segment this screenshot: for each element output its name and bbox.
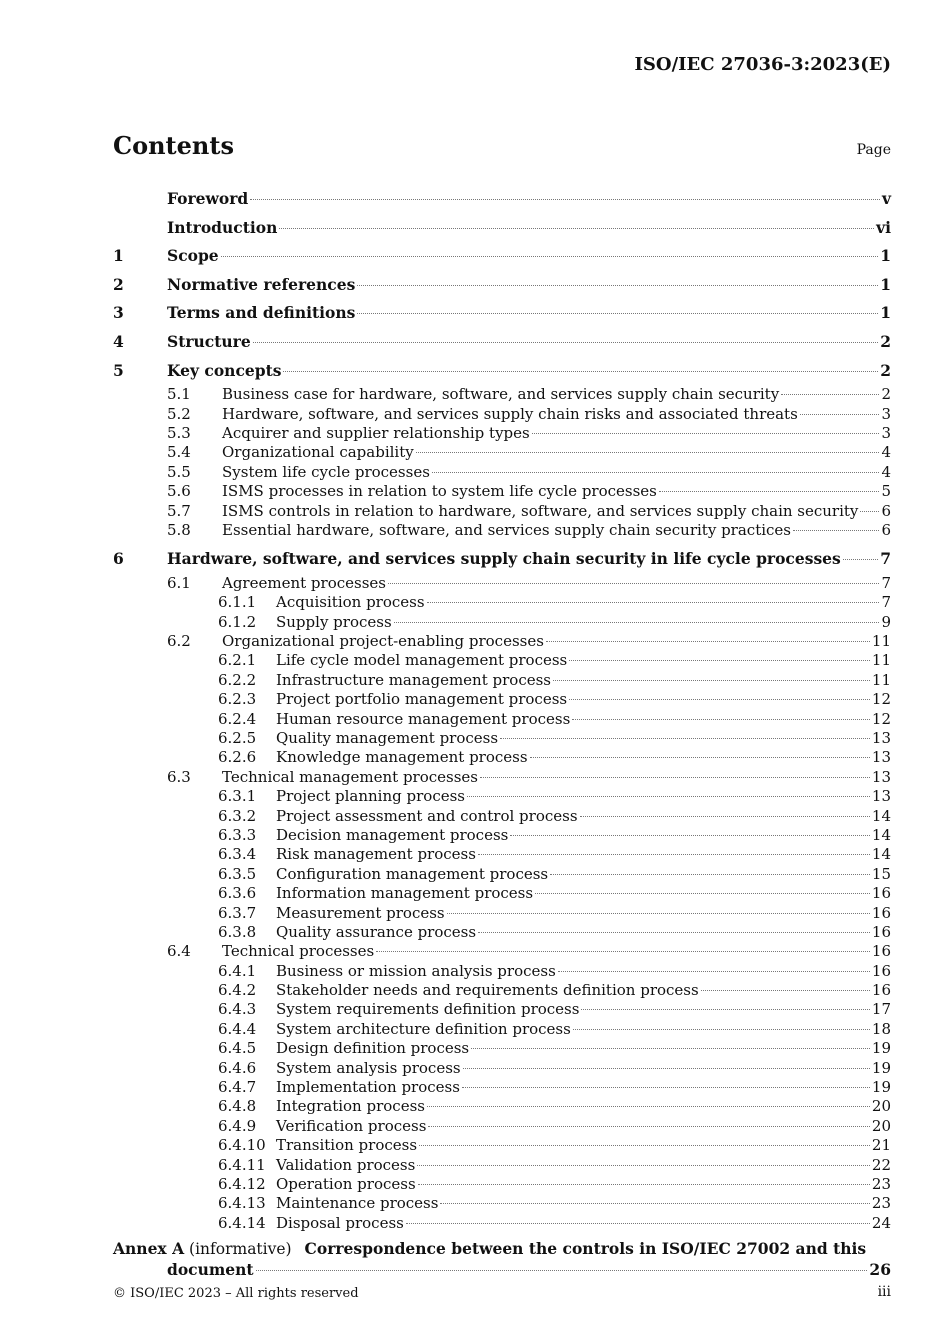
dot-leader	[357, 313, 878, 314]
toc-entry[interactable]	[113, 1097, 891, 1116]
toc-entry-title: ISMS processes in relation to system life cycle processes	[222, 482, 657, 501]
toc-entry[interactable]	[113, 214, 891, 243]
toc-entry-title: Disposal process	[276, 1213, 404, 1232]
toc-entry-number: 6.3.1	[218, 787, 257, 806]
toc-entry-page: 16	[871, 981, 891, 1000]
toc-entry-number: 6.3.6	[218, 884, 257, 903]
dot-leader	[701, 990, 870, 991]
toc-entry[interactable]	[113, 545, 891, 574]
toc-entry-page: 1	[880, 274, 891, 294]
toc-entry-number: 5.8	[167, 520, 191, 539]
dot-leader	[580, 816, 870, 817]
toc-entry-number: 5	[113, 360, 124, 380]
toc-entry-page: 18	[871, 1019, 891, 1038]
toc-entry[interactable]	[113, 357, 891, 386]
dot-leader	[530, 757, 870, 758]
toc-entry[interactable]	[113, 1078, 891, 1097]
toc-entry-number: 5.3	[167, 423, 191, 442]
dot-leader	[256, 1270, 868, 1271]
dot-leader	[418, 1184, 870, 1185]
toc-entry-title: Project assessment and control process	[276, 806, 578, 825]
toc-entry-number: 6.3.5	[218, 864, 257, 883]
dot-leader	[546, 641, 870, 642]
dot-leader	[569, 660, 870, 661]
table-of-contents	[113, 185, 891, 1279]
toc-entry[interactable]	[113, 981, 891, 1000]
toc-entry-page: 13	[871, 748, 891, 767]
annex-page-number: 26	[869, 1259, 891, 1279]
dot-leader	[467, 796, 870, 797]
toc-entry-title: Integration process	[276, 1097, 425, 1116]
toc-entry-number: 6.4	[167, 942, 191, 961]
toc-entry-number: 6	[113, 549, 124, 569]
toc-entry-page: 5	[881, 482, 891, 501]
dot-leader	[427, 602, 880, 603]
toc-entry-title: Operation process	[276, 1174, 416, 1193]
toc-entry-page: 1	[880, 303, 891, 323]
toc-entry[interactable]	[113, 613, 891, 632]
toc-entry-title: Business or mission analysis process	[276, 961, 556, 980]
toc-entry[interactable]	[113, 299, 891, 328]
toc-entry-number: 6.2.6	[218, 748, 257, 767]
toc-entry-number: 6.4.2	[218, 981, 257, 1000]
toc-entry-title: Life cycle model management process	[276, 651, 568, 670]
toc-entry-page: 12	[871, 690, 891, 709]
toc-entry-page: 3	[881, 423, 891, 442]
toc-entry[interactable]	[113, 962, 891, 981]
toc-entry[interactable]	[113, 405, 891, 424]
dot-leader	[388, 583, 879, 584]
toc-entry[interactable]	[113, 242, 891, 271]
toc-entry-page: 2	[880, 331, 891, 351]
toc-entry-title: Essential hardware, software, and services supply chain security practices	[222, 520, 791, 539]
toc-entry-page: v	[881, 189, 891, 208]
toc-entry-title: Quality management process	[276, 729, 499, 747]
toc-entry[interactable]	[113, 845, 891, 864]
toc-entry[interactable]	[113, 502, 891, 521]
dot-leader	[581, 1009, 869, 1010]
toc-entry-title: Technical management processes	[222, 767, 479, 786]
toc-entry-number: 6.2.4	[218, 709, 257, 728]
toc-entry-page: 7	[881, 593, 891, 612]
toc-entry-title: Project portfolio management process	[276, 690, 568, 709]
toc-entry[interactable]	[113, 768, 891, 787]
toc-entry[interactable]	[113, 385, 891, 404]
toc-entry-page: 4	[881, 462, 891, 481]
dot-leader	[416, 452, 880, 453]
toc-entry-page: 16	[871, 903, 891, 922]
toc-entry-title: System requirements definition process	[276, 1000, 580, 1019]
toc-entry[interactable]	[113, 904, 891, 923]
toc-entry[interactable]	[113, 1039, 891, 1058]
toc-entry-page: 21	[871, 1136, 891, 1155]
toc-entry[interactable]	[113, 1000, 891, 1019]
toc-entry-number: 5.1	[167, 385, 191, 404]
dot-leader	[357, 285, 878, 286]
toc-entry-page: 1	[880, 246, 891, 266]
toc-entry-page: 6	[881, 501, 891, 520]
dot-leader	[463, 1068, 870, 1069]
document-identifier: ISO/IEC 27036-3:2023(E)	[634, 54, 891, 75]
dot-leader	[478, 854, 870, 855]
toc-entry-title: Information management process	[276, 884, 534, 903]
toc-entry-title: Design definition process	[276, 1039, 470, 1058]
toc-entry-title: Implementation process	[276, 1078, 460, 1097]
toc-entry-page: 23	[871, 1174, 891, 1193]
dot-leader	[553, 680, 870, 681]
dot-leader	[250, 199, 880, 200]
toc-entry-number: 6.4.7	[218, 1078, 257, 1097]
toc-entry[interactable]	[113, 807, 891, 826]
footer-page-number: iii	[877, 1284, 891, 1300]
toc-entry-page: 2	[881, 385, 891, 404]
toc-entry[interactable]	[113, 185, 891, 214]
dot-leader	[376, 951, 870, 952]
dot-leader	[427, 1106, 870, 1107]
toc-entry[interactable]	[113, 671, 891, 690]
toc-entry-page: 19	[871, 1039, 891, 1058]
dot-leader	[550, 874, 870, 875]
toc-entry-page: 6	[881, 520, 891, 539]
toc-entry-number: 5.2	[167, 404, 191, 423]
toc-entry-title: Human resource management process	[276, 709, 571, 728]
dot-leader	[558, 971, 870, 972]
toc-entry[interactable]	[113, 787, 891, 806]
toc-entry-page: 16	[871, 884, 891, 903]
toc-entry-title: Terms and definitions	[167, 303, 356, 323]
toc-entry[interactable]	[113, 651, 891, 670]
annex-label: Annex A	[113, 1239, 185, 1259]
toc-entry-title: System architecture definition process	[276, 1019, 571, 1038]
toc-entry-title: Validation process	[276, 1155, 416, 1174]
dot-leader	[478, 932, 870, 933]
toc-entry-number: 6.4.5	[218, 1039, 257, 1058]
toc-entry-page: 15	[871, 864, 891, 883]
toc-entry[interactable]	[113, 748, 891, 767]
toc-entry[interactable]	[113, 521, 891, 540]
toc-entry-title: Configuration management process	[276, 864, 549, 883]
toc-entry-page: 11	[871, 651, 891, 670]
toc-entry-title: Introduction	[167, 217, 278, 237]
toc-entry-number: 6.4.9	[218, 1116, 257, 1135]
toc-entry-page: 13	[871, 767, 891, 786]
toc-entry-title: Measurement process	[276, 903, 445, 922]
toc-entry-number: 6.4.12	[218, 1174, 266, 1193]
toc-entry-title: ISMS controls in relation to hardware, software, and services supply chain security	[222, 501, 859, 520]
toc-entry-title: Scope	[167, 246, 219, 266]
toc-entry-page: 11	[871, 632, 891, 651]
dot-leader	[283, 371, 878, 372]
toc-entry-page: 7	[881, 573, 891, 592]
toc-entry[interactable]	[113, 826, 891, 845]
toc-entry-number: 6.1.2	[218, 612, 257, 631]
toc-entry-page: 13	[871, 787, 891, 806]
toc-entry[interactable]	[113, 424, 891, 443]
toc-entry-title: System analysis process	[276, 1058, 461, 1077]
toc-entry-title: Business case for hardware, software, and services supply chain security	[222, 385, 780, 404]
toc-entry-number: 6.4.8	[218, 1097, 257, 1116]
toc-entry[interactable]	[113, 1020, 891, 1039]
dot-leader	[432, 472, 880, 473]
toc-entry-page: 9	[881, 612, 891, 631]
dot-leader	[800, 414, 880, 415]
toc-entry-number: 6.3.2	[218, 806, 257, 825]
toc-entry-number: 6.4.13	[218, 1194, 266, 1213]
toc-entry-page: 16	[871, 942, 891, 961]
toc-entry-number: 6.4.4	[218, 1019, 257, 1038]
dot-leader	[532, 433, 880, 434]
toc-entry[interactable]	[113, 942, 891, 961]
toc-entry[interactable]	[113, 632, 891, 651]
dot-leader	[406, 1223, 870, 1224]
copyright-notice: © ISO/IEC 2023 – All rights reserved	[113, 1286, 359, 1301]
toc-entry-title: System life cycle processes	[222, 462, 430, 481]
toc-entry-number: 5.5	[167, 462, 191, 481]
toc-entry-number: 6.1	[167, 573, 191, 592]
dot-leader	[471, 1048, 870, 1049]
toc-entry-title: Supply process	[276, 612, 392, 631]
toc-entry-title: Organizational capability	[222, 443, 414, 462]
dot-leader	[417, 1165, 870, 1166]
toc-entry-page: 3	[881, 404, 891, 423]
annex-title-line2: document	[167, 1259, 254, 1279]
toc-entry-page: 13	[871, 729, 891, 747]
toc-entry-title: Risk management process	[276, 845, 476, 864]
toc-entry-page: vi	[876, 217, 891, 237]
toc-entry-title: Verification process	[276, 1116, 427, 1135]
toc-entry-number: 6.2.3	[218, 690, 257, 709]
toc-entry-number: 6.3	[167, 767, 191, 786]
toc-entry[interactable]	[113, 271, 891, 300]
toc-entry-title: Acquirer and supplier relationship types	[222, 423, 530, 442]
toc-entry-number: 6.4.3	[218, 1000, 257, 1019]
dot-leader	[659, 491, 880, 492]
toc-entry-number: 6.3.8	[218, 922, 257, 941]
dot-leader	[510, 835, 870, 836]
toc-entry-page: 4	[881, 443, 891, 462]
toc-entry[interactable]	[113, 690, 891, 709]
toc-entry-number: 6.2.2	[218, 670, 257, 689]
toc-entry-page: 20	[871, 1116, 891, 1135]
toc-entry-number: 6.4.1	[218, 961, 257, 980]
toc-entry-page: 7	[880, 549, 891, 569]
toc-entry[interactable]	[113, 328, 891, 357]
contents-heading: Contents	[113, 131, 234, 160]
toc-entry-number: 3	[113, 303, 124, 323]
toc-entry-title: Agreement processes	[222, 573, 386, 592]
toc-entry[interactable]	[113, 443, 891, 462]
toc-entry-number: 6.2	[167, 632, 191, 651]
page-column-label: Page	[856, 142, 891, 158]
toc-entry-title: Hardware, software, and services supply chain security in life cycle processes	[167, 549, 841, 569]
toc-entry-number: 4	[113, 331, 124, 351]
toc-entry-number: 6.4.10	[218, 1136, 266, 1155]
toc-entry-title: Structure	[167, 331, 251, 351]
toc-entry-page: 14	[871, 845, 891, 864]
dot-leader	[428, 1126, 869, 1127]
dot-leader	[569, 699, 870, 700]
dot-leader	[419, 1145, 870, 1146]
toc-entry[interactable]	[113, 593, 891, 612]
toc-annex-entry[interactable]	[113, 1239, 891, 1279]
toc-entry-page: 17	[871, 1000, 891, 1019]
dot-leader	[843, 559, 878, 560]
toc-entry[interactable]	[113, 574, 891, 593]
toc-entry-number: 6.1.1	[218, 593, 257, 612]
toc-entry-title: Decision management process	[276, 825, 509, 844]
toc-entry-page: 12	[871, 709, 891, 728]
toc-entry[interactable]	[113, 1117, 891, 1136]
dot-leader	[253, 342, 879, 343]
toc-entry[interactable]	[113, 1175, 891, 1194]
dot-leader	[394, 622, 880, 623]
dot-leader	[500, 738, 870, 739]
toc-entry-page: 24	[871, 1213, 891, 1232]
toc-entry-number: 1	[113, 246, 124, 266]
toc-entry[interactable]	[113, 463, 891, 482]
toc-entry-page: 11	[871, 670, 891, 689]
toc-entry[interactable]	[113, 1156, 891, 1175]
toc-entry-title: Foreword	[167, 189, 249, 208]
annex-title-line1: Correspondence between the controls in ISO/IEC 27002 and this	[304, 1239, 867, 1259]
dot-leader	[860, 511, 879, 512]
toc-entry-number: 5.4	[167, 443, 191, 462]
toc-entry[interactable]	[113, 729, 891, 748]
toc-entry-title: Maintenance process	[276, 1194, 439, 1213]
toc-entry-page: 20	[871, 1097, 891, 1116]
toc-entry-title: Knowledge management process	[276, 748, 528, 767]
toc-entry-page: 19	[871, 1058, 891, 1077]
toc-entry-number: 6.4.6	[218, 1058, 257, 1077]
dot-leader	[793, 530, 879, 531]
toc-entry[interactable]	[113, 923, 891, 942]
annex-type: (informative)	[189, 1240, 292, 1259]
toc-entry[interactable]	[113, 482, 891, 501]
toc-entry-page: 16	[871, 922, 891, 941]
toc-entry-title: Acquisition process	[276, 593, 425, 612]
dot-leader	[440, 1203, 869, 1204]
toc-entry[interactable]	[113, 1059, 891, 1078]
toc-entry-page: 19	[871, 1078, 891, 1097]
toc-entry-number: 6.4.14	[218, 1213, 266, 1232]
dot-leader	[573, 1029, 870, 1030]
toc-entry-number: 6.3.7	[218, 903, 257, 922]
toc-entry-number: 6.4.11	[218, 1155, 266, 1174]
toc-entry-title: Quality assurance process	[276, 922, 477, 941]
toc-entry-title: Project planning process	[276, 787, 465, 806]
dot-leader	[480, 777, 870, 778]
toc-entry-number: 6.2.5	[218, 729, 257, 747]
dot-leader	[781, 394, 879, 395]
dot-leader	[221, 256, 879, 257]
toc-entry-page: 2	[880, 360, 891, 380]
toc-entry-title: Organizational project-enabling processes	[222, 632, 544, 651]
toc-entry-title: Infrastructure management process	[276, 670, 551, 689]
dot-leader	[535, 893, 870, 894]
toc-entry-title: Normative references	[167, 274, 356, 294]
toc-entry-number: 5.6	[167, 482, 191, 501]
toc-entry-title: Key concepts	[167, 360, 282, 380]
toc-entry-page: 14	[871, 806, 891, 825]
toc-entry-title: Stakeholder needs and requirements definition process	[276, 981, 699, 1000]
toc-entry-page: 14	[871, 825, 891, 844]
toc-entry[interactable]	[113, 884, 891, 903]
toc-entry-title: Technical processes	[222, 942, 375, 961]
toc-entry-title: Transition process	[276, 1136, 418, 1155]
toc-entry-page: 22	[871, 1155, 891, 1174]
toc-entry-number: 6.3.4	[218, 845, 257, 864]
dot-leader	[462, 1087, 870, 1088]
toc-entry-page: 23	[871, 1194, 891, 1213]
dot-leader	[572, 719, 870, 720]
toc-entry-number: 6.3.3	[218, 825, 257, 844]
dot-leader	[447, 913, 870, 914]
dot-leader	[279, 228, 874, 229]
toc-entry-title: Hardware, software, and services supply chain risks and associated threats	[222, 404, 798, 423]
toc-entry[interactable]	[113, 1214, 891, 1233]
toc-entry-number: 2	[113, 274, 124, 294]
toc-entry-page: 16	[871, 961, 891, 980]
toc-entry[interactable]	[113, 710, 891, 729]
toc-entry[interactable]	[113, 1194, 891, 1213]
toc-entry[interactable]	[113, 1136, 891, 1155]
toc-entry-number: 5.7	[167, 501, 191, 520]
toc-entry[interactable]	[113, 865, 891, 884]
toc-entry-number: 6.2.1	[218, 651, 257, 670]
